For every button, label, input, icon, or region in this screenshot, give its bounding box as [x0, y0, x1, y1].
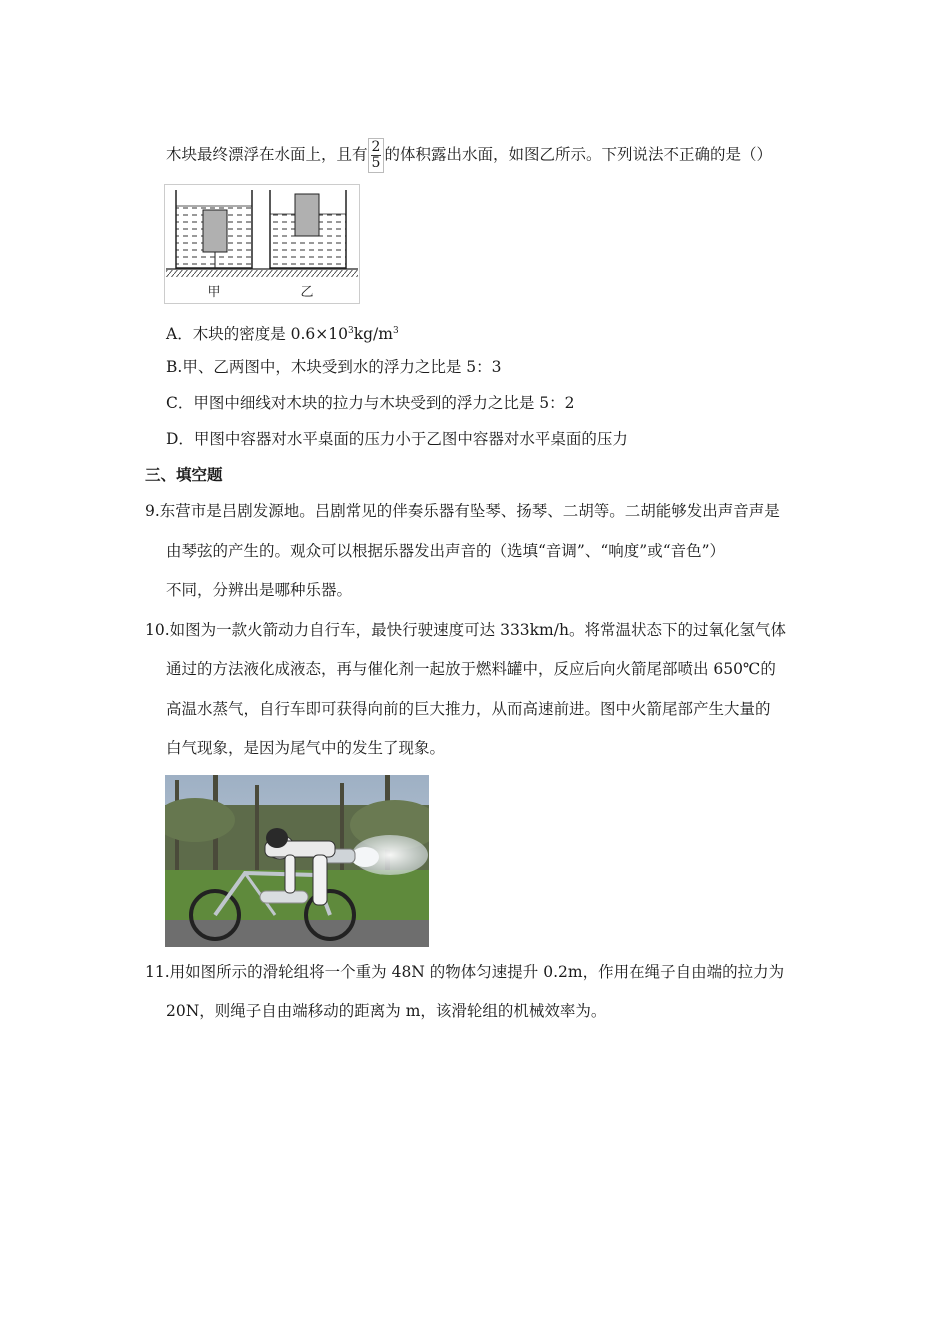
q10-line-2: 通过的方法液化成液态，再与催化剂一起放于燃料罐中，反应后向火箭尾部喷出 650℃的: [166, 660, 776, 678]
q8-option-b: B.甲、乙两图中，木块受到水的浮力之比是 5：3: [166, 358, 502, 376]
fraction-box: [368, 138, 385, 173]
q10-line-1: 10.如图为一款火箭动力自行车，最快行驶速度可达 333km/h。将常温状态下的过氧化氢气体: [145, 621, 786, 639]
q11-line-1: 11.用如图所示的滑轮组将一个重为 48N 的物体匀速提升 0.2m，作用在绳子自由端的拉力为: [145, 963, 785, 981]
option-a-exponent: 3: [347, 326, 354, 336]
fraction-denominator: 5: [371, 155, 381, 171]
q11-line-2: 20N，则绳子自由端移动的距离为 m，该滑轮组的机械效率为。: [166, 1002, 607, 1020]
q8-option-a: [166, 320, 399, 345]
figure-label-left: 甲: [207, 285, 221, 300]
q8-option-d: D．甲图中容器对水平桌面的压力小于乙图中容器对水平桌面的压力: [166, 430, 628, 448]
containers-diagram: [164, 184, 360, 304]
q9-line-1: 9.东营市是吕剧发源地。吕剧常见的伴奏乐器有坠琴、扬琴、二胡等。二胡能够发出声音声是: [145, 502, 780, 520]
q8-intro-after: 的体积露出水面，如图乙所示。下列说法不正确的是（）: [384, 145, 772, 164]
option-a-prefix: A．木块的密度是 0.6×10: [166, 325, 348, 343]
section-title: 三、填空题: [145, 466, 223, 484]
q8-intro-before: 木块最终漂浮在水面上，且有: [166, 145, 368, 164]
q8-option-c: C．甲图中细线对木块的拉力与木块受到的浮力之比是 5：2: [166, 394, 575, 412]
q9-line-2: 由琴弦的产生的。观众可以根据乐器发出声音的（选填“音调”、“响度”或“音色”）: [166, 542, 726, 560]
rocket-bike-illustration: [165, 775, 429, 947]
q10-line-4: 白气现象，是因为尾气中的发生了现象。: [166, 739, 446, 757]
containers-figure: [164, 184, 360, 304]
rocket-bike-photo: [165, 775, 429, 947]
fraction-numerator: 2: [371, 139, 381, 155]
fraction: [371, 140, 382, 171]
q10-line-3: 高温水蒸气，自行车即可获得向前的巨大推力，从而高速前进。图中火箭尾部产生大量的: [166, 700, 771, 718]
q9-line-3: 不同，分辨出是哪种乐器。: [166, 581, 353, 599]
q8-intro-line: [166, 138, 772, 173]
figure-label-right: 乙: [300, 285, 314, 300]
option-a-unit-exponent: 3: [392, 326, 399, 336]
option-a-unit: kg/m: [353, 325, 393, 343]
